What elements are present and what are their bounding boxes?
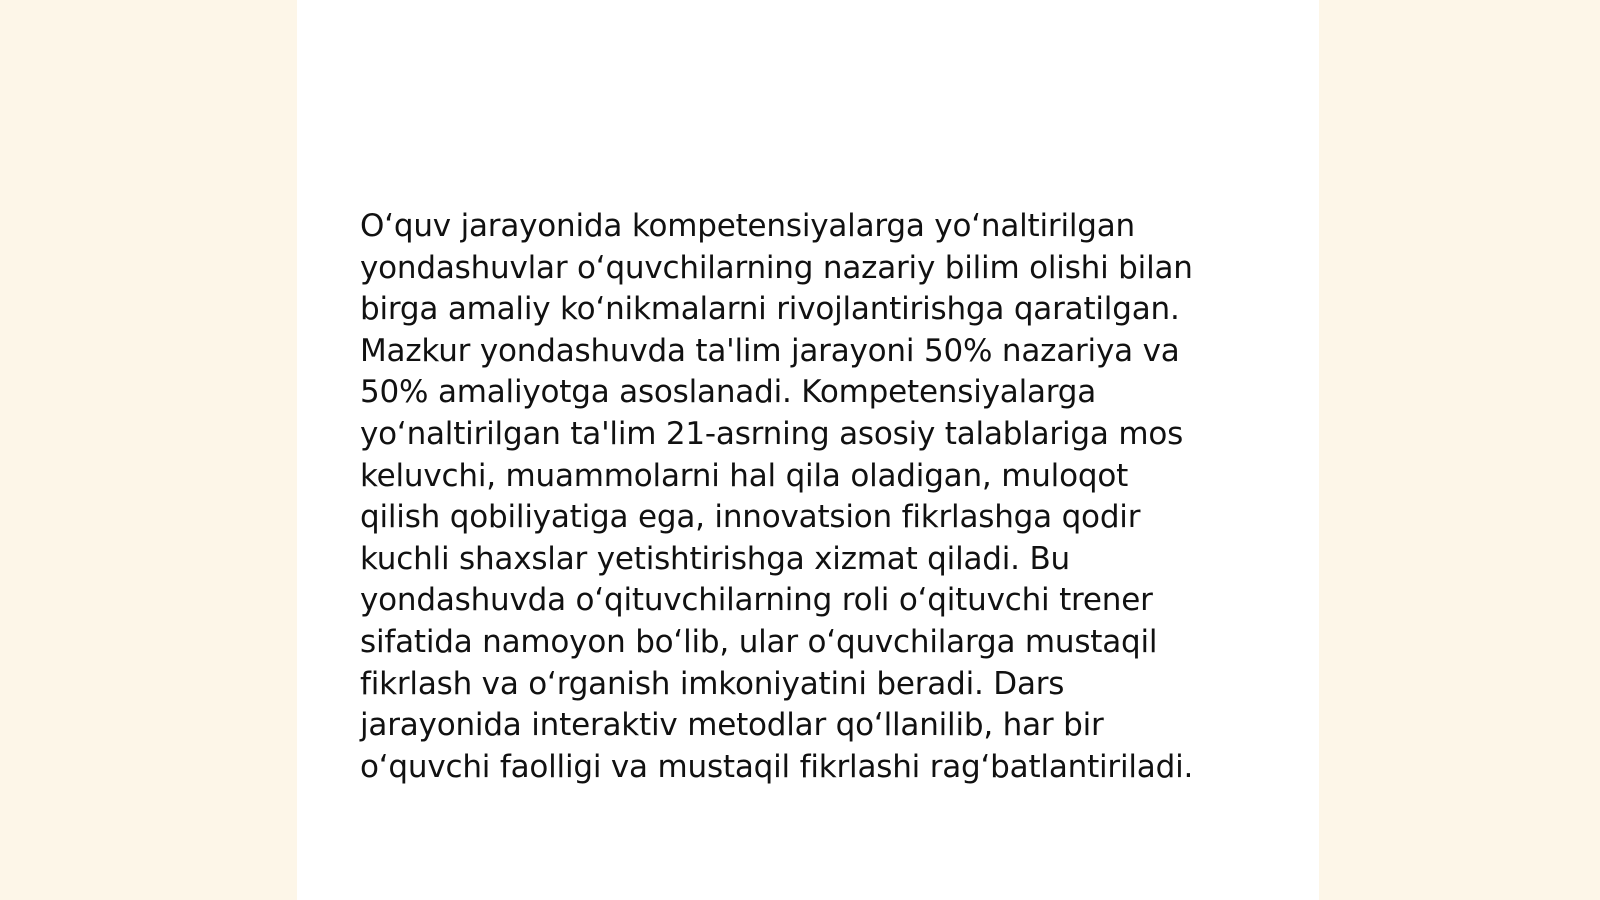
paragraph-line: yondashuvlar o‘quvchilarning nazariy bilim olishi bilan — [360, 249, 1193, 286]
paragraph-line: 50% amaliyotga asoslanadi. Kompetensiyalarga — [360, 374, 1097, 411]
paragraph-line: fikrlash va o‘rganish imkoniyatini beradi. Dars — [360, 665, 1065, 702]
paragraph-line: jarayonida interaktiv metodlar qo‘llanilib, har bir — [360, 707, 1104, 744]
paragraph-line: yo‘naltirilgan ta'lim 21-asrning asosiy talablariga mos — [360, 415, 1184, 452]
paragraph-line: O‘quv jarayonida kompetensiyalarga yo‘naltirilgan — [360, 208, 1135, 244]
paragraph-line: qilish qobiliyatiga ega, innovatsion fikrlashga qodir — [360, 499, 1141, 536]
paragraph-line: yondashuvda o‘qituvchilarning roli o‘qituvchi trener — [360, 582, 1153, 619]
document-page — [297, 0, 1319, 900]
body-paragraph — [360, 206, 1260, 788]
paragraph-line: sifatida namoyon bo‘lib, ular o‘quvchilarga mustaqil — [360, 623, 1158, 660]
paragraph-line: o‘quvchi faolligi va mustaqil fikrlashi rag‘batlantiriladi. — [360, 748, 1194, 785]
paragraph-line: Mazkur yondashuvda ta'lim jarayoni 50% nazariya va — [360, 332, 1180, 369]
paragraph-line: keluvchi, muammolarni hal qila oladigan, muloqot — [360, 457, 1129, 494]
paragraph-line: kuchli shaxslar yetishtirishga xizmat qiladi. Bu — [360, 540, 1070, 577]
paragraph-line: birga amaliy ko‘nikmalarni rivojlantirishga qaratilgan. — [360, 291, 1180, 328]
